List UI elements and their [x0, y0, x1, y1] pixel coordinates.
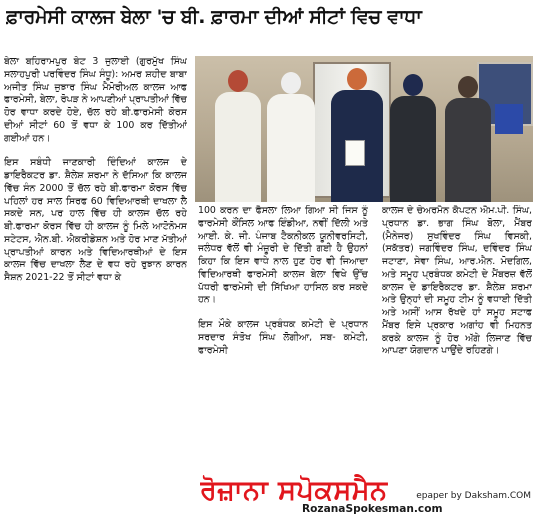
- article-headline: ਫ਼ਾਰਮੇਸੀ ਕਾਲਜ ਬੇਲਾ 'ਚ ਬੀ. ਫ਼ਾਰਮਾ ਦੀਆਂ ਸੀਟਾਂ ਵਿਚ ਵਾਧਾ: [6, 6, 422, 28]
- newspaper-masthead-logo: ਰੋਜ਼ਾਨਾ ਸਪੋਕਸਮੈਨ: [200, 475, 388, 506]
- photo-certificate: [345, 140, 365, 166]
- photo-person: [267, 94, 315, 202]
- article-column-3: [382, 205, 532, 475]
- photo-person: [215, 92, 261, 202]
- newspaper-site-url: RozanaSpokesman.com: [302, 503, 443, 515]
- photo-person: [390, 96, 436, 202]
- article-column-2: [198, 205, 368, 402]
- column-2-paragraph-1: 100 ਕਰਨ ਦਾ ਫੈਸਲਾ ਲਿਆ ਗਿਆ ਸੀ ਜਿਸ ਨੂੰ ਫਾਰਮੇਸੀ ਕੌਂਸਿਲ ਆਫ ਇੰਡੀਆ, ਨਵੀਂ ਦਿੱਲੀ ਅਤੇ ਆਈ. ਕੇ. ਜੀ. ਪੰਜਾਬ ਟੈਕਨੀਕਲ ਯੂਨੀਵਰਸਿਟੀ, ਜਲੰਧਰ ਵੱਲੋਂ ਵੀ ਮੰਜ਼ੂਰੀ ਦੇ ਦਿੱਤੀ ਗਈ ਹੈ ਉਹਨਾਂ ਕਿਹਾ ਕਿ ਇਸ ਵਾਧੇ ਨਾਲ ਹੁਣ ਹੋਰ ਵੀ ਜਿਆਦਾ ਵਿਦਿਆਰਥੀ ਫਾਰਮੇਸੀ ਕਾਲਜ ਬੇਲਾ ਵਿਖੇ ਉੱਚ ਪੱਧਰੀ ਫਾਰਮੇਸੀ ਦੀ ਸਿੱਖਿਆ ਹਾਸਿਲ ਕਰ ਸਕਦੇ ਹਨ।: [198, 205, 368, 306]
- column-2-paragraph-2: ਇਸ ਮੌਕੇ ਕਾਲਜ ਪ੍ਰਬੰਧਕ ਕਮੇਟੀ ਦੇ ਪ੍ਰਧਾਨ ਸਰਦਾਰ ਸੰਤੋਖ ਸਿੰਘ ਲੋਗੀਆ, ਸਬ- ਕਮੇਟੀ, ਫਾਰਮੇਸੀ: [198, 319, 368, 356]
- column-3-paragraph-1: ਕਾਲਜ ਦੇ ਚੇਅਰਮੈਨ ਕੈਪਟਨ ਐਮ.ਪੀ. ਸਿੰਘ, ਪ੍ਰਧਾਨ ਡਾ. ਭਾਗ ਸਿੰਘ ਬੋਲਾ, ਮੈਂਬਰ (ਮੈਨੇਜਰ) ਸੁਖਵਿੰਦਰ ਸਿੰਘ ਵਿਸਕੀ, (ਸਕੱਤਰ) ਜਗਵਿੰਦਰ ਸਿੰਘ, ਦਵਿੰਦਰ ਸਿੰਘ ਜਟਾਣਾ, ਸੇਵਾ ਸਿੰਘ, ਆਰ.ਐਨ. ਮੋਦਗਿਲ, ਅਤੇ ਸਮੂਹ ਪ੍ਰਬੰਧਕ ਕਮੇਟੀ ਦੇ ਮੈਂਬਰਜ਼ ਵੱਲੋਂ ਕਾਲਜ ਦੇ ਡਾਇਰੈਕਟਰ ਡਾ. ਸ਼ੈਲੇਸ਼ ਸ਼ਰਮਾ ਅਤੇ ਉਨ੍ਹਾਂ ਦੀ ਸਮੂਹ ਟੀਮ ਨੂੰ ਵਧਾਈ ਦਿੱਤੀ ਅਤੇ ਅਸੀਂ ਆਸ ਰੱਖਦੇ ਹਾਂ ਸਮੂਹ ਸਟਾਫ ਮੈਂਬਰ ਇਸੇ ਪ੍ਰਕਾਰ ਅਗਾਂਹ ਵੀ ਮਿਹਨਤ ਕਰਕੇ ਕਾਲਜ ਨੂੰ ਹੋਰ ਅੱਗੇ ਲਿਜਾਣ ਵਿੱਚ ਆਪਣਾ ਯੋਗਦਾਨ ਪਾਉਂਦੇ ਰਹਿਣਗੇ।: [382, 205, 532, 357]
- column-1-paragraph-1: ਬੇਲਾ ਬਹਿਰਾਮਪੁਰ ਬੇਟ 3 ਜੁਲਾਈ (ਗੁਰਮੁੱਖ ਸਿੰਘ ਸਲਾਹਪੁਰੀ ਪਰਵਿੰਦਰ ਸਿੰਘ ਸੰਧੂ): ਅਮਰ ਸ਼ਹੀਦ ਬਾਬਾ ਅਜੀਤ ਸਿੰਘ ਜੁਝਾਰ ਸਿੰਘ ਮੈਮੋਰੀਅਲ ਕਾਲਜ ਆਫ ਫਾਰਮੇਸੀ, ਬੇਲਾ, ਰੋਪੜ ਨੇ ਆਪਣੀਆਂ ਪ੍ਰਾਪਤੀਆਂ ਵਿੱਚ ਹੋਰ ਵਾਧਾ ਕਰਦੇ ਹੋਏ, ਚੱਲ ਰਹੇ ਬੀ.ਫਾਰਮੇਸੀ ਕੋਰਸ ਦੀਆਂ ਸੀਟਾਂ 60 ਤੋਂ ਵਧਾ ਕੇ 100 ਕਰ ਦਿੱਤੀਆਂ ਗਈਆਂ ਹਨ।: [4, 56, 187, 144]
- photo-person: [445, 98, 491, 202]
- article-photo: [195, 56, 533, 202]
- column-1-paragraph-2: ਇਸ ਸਬੰਧੀ ਜਾਣਕਾਰੀ ਦਿੰਦਿਆਂ ਕਾਲਜ ਦੇ ਡਾਇਰੈਕਟਰ ਡਾ. ਸ਼ੈਲੇਸ਼ ਸ਼ਰਮਾ ਨੇ ਦੱਸਿਆ ਕਿ ਕਾਲਜ ਵਿੱਚ ਸੰਨ 2000 ਤੋਂ ਚੱਲ ਰਹੇ ਬੀ.ਫਾਰਮਾ ਕੋਰਸ ਵਿੱਚ ਪਹਿਲਾਂ ਹਰ ਸਾਲ ਸਿਰਫ 60 ਵਿਦਿਆਰਥੀ ਦਾਖਲਾ ਲੈ ਸਕਦੇ ਸਨ, ਪਰ ਹਾਲ ਵਿੱਚ ਹੀ ਕਾਲਜ ਚੱਲ ਰਹੇ ਬੀ.ਫਾਰਮਾ ਕੋਰਸ ਵਿੱਚ ਹੀ ਕਾਲਜ ਨੂੰ ਮਿਲੇ ਆਟੋਨੋਮਸ ਸਟੇਟਸ, ਐਨ.ਬੀ. ਐਕਰੀਡੇਸ਼ਨ ਅਤੇ ਹੋਰ ਮਾਣ ਮੱਤੀਆਂ ਪ੍ਰਾਪਤੀਆਂ ਕਾਰਨ ਅਤੇ ਵਿਦਿਆਰਥੀਆਂ ਦੇ ਇਸ ਕਾਲਜ ਵਿੱਚ ਦਾਖਲਾ ਲੈਣ ਦੇ ਵਧ ਰਹੇ ਰੁਝਾਨ ਕਾਰਨ ਸੈਸ਼ਨ 2021-22 ਤੋਂ ਸੀਟਾਂ ਵਧਾ ਕੇ: [4, 157, 187, 283]
- photo-flag: [495, 104, 523, 134]
- article-column-1: [4, 56, 187, 407]
- epaper-credit: epaper by Daksham.COM: [416, 491, 531, 501]
